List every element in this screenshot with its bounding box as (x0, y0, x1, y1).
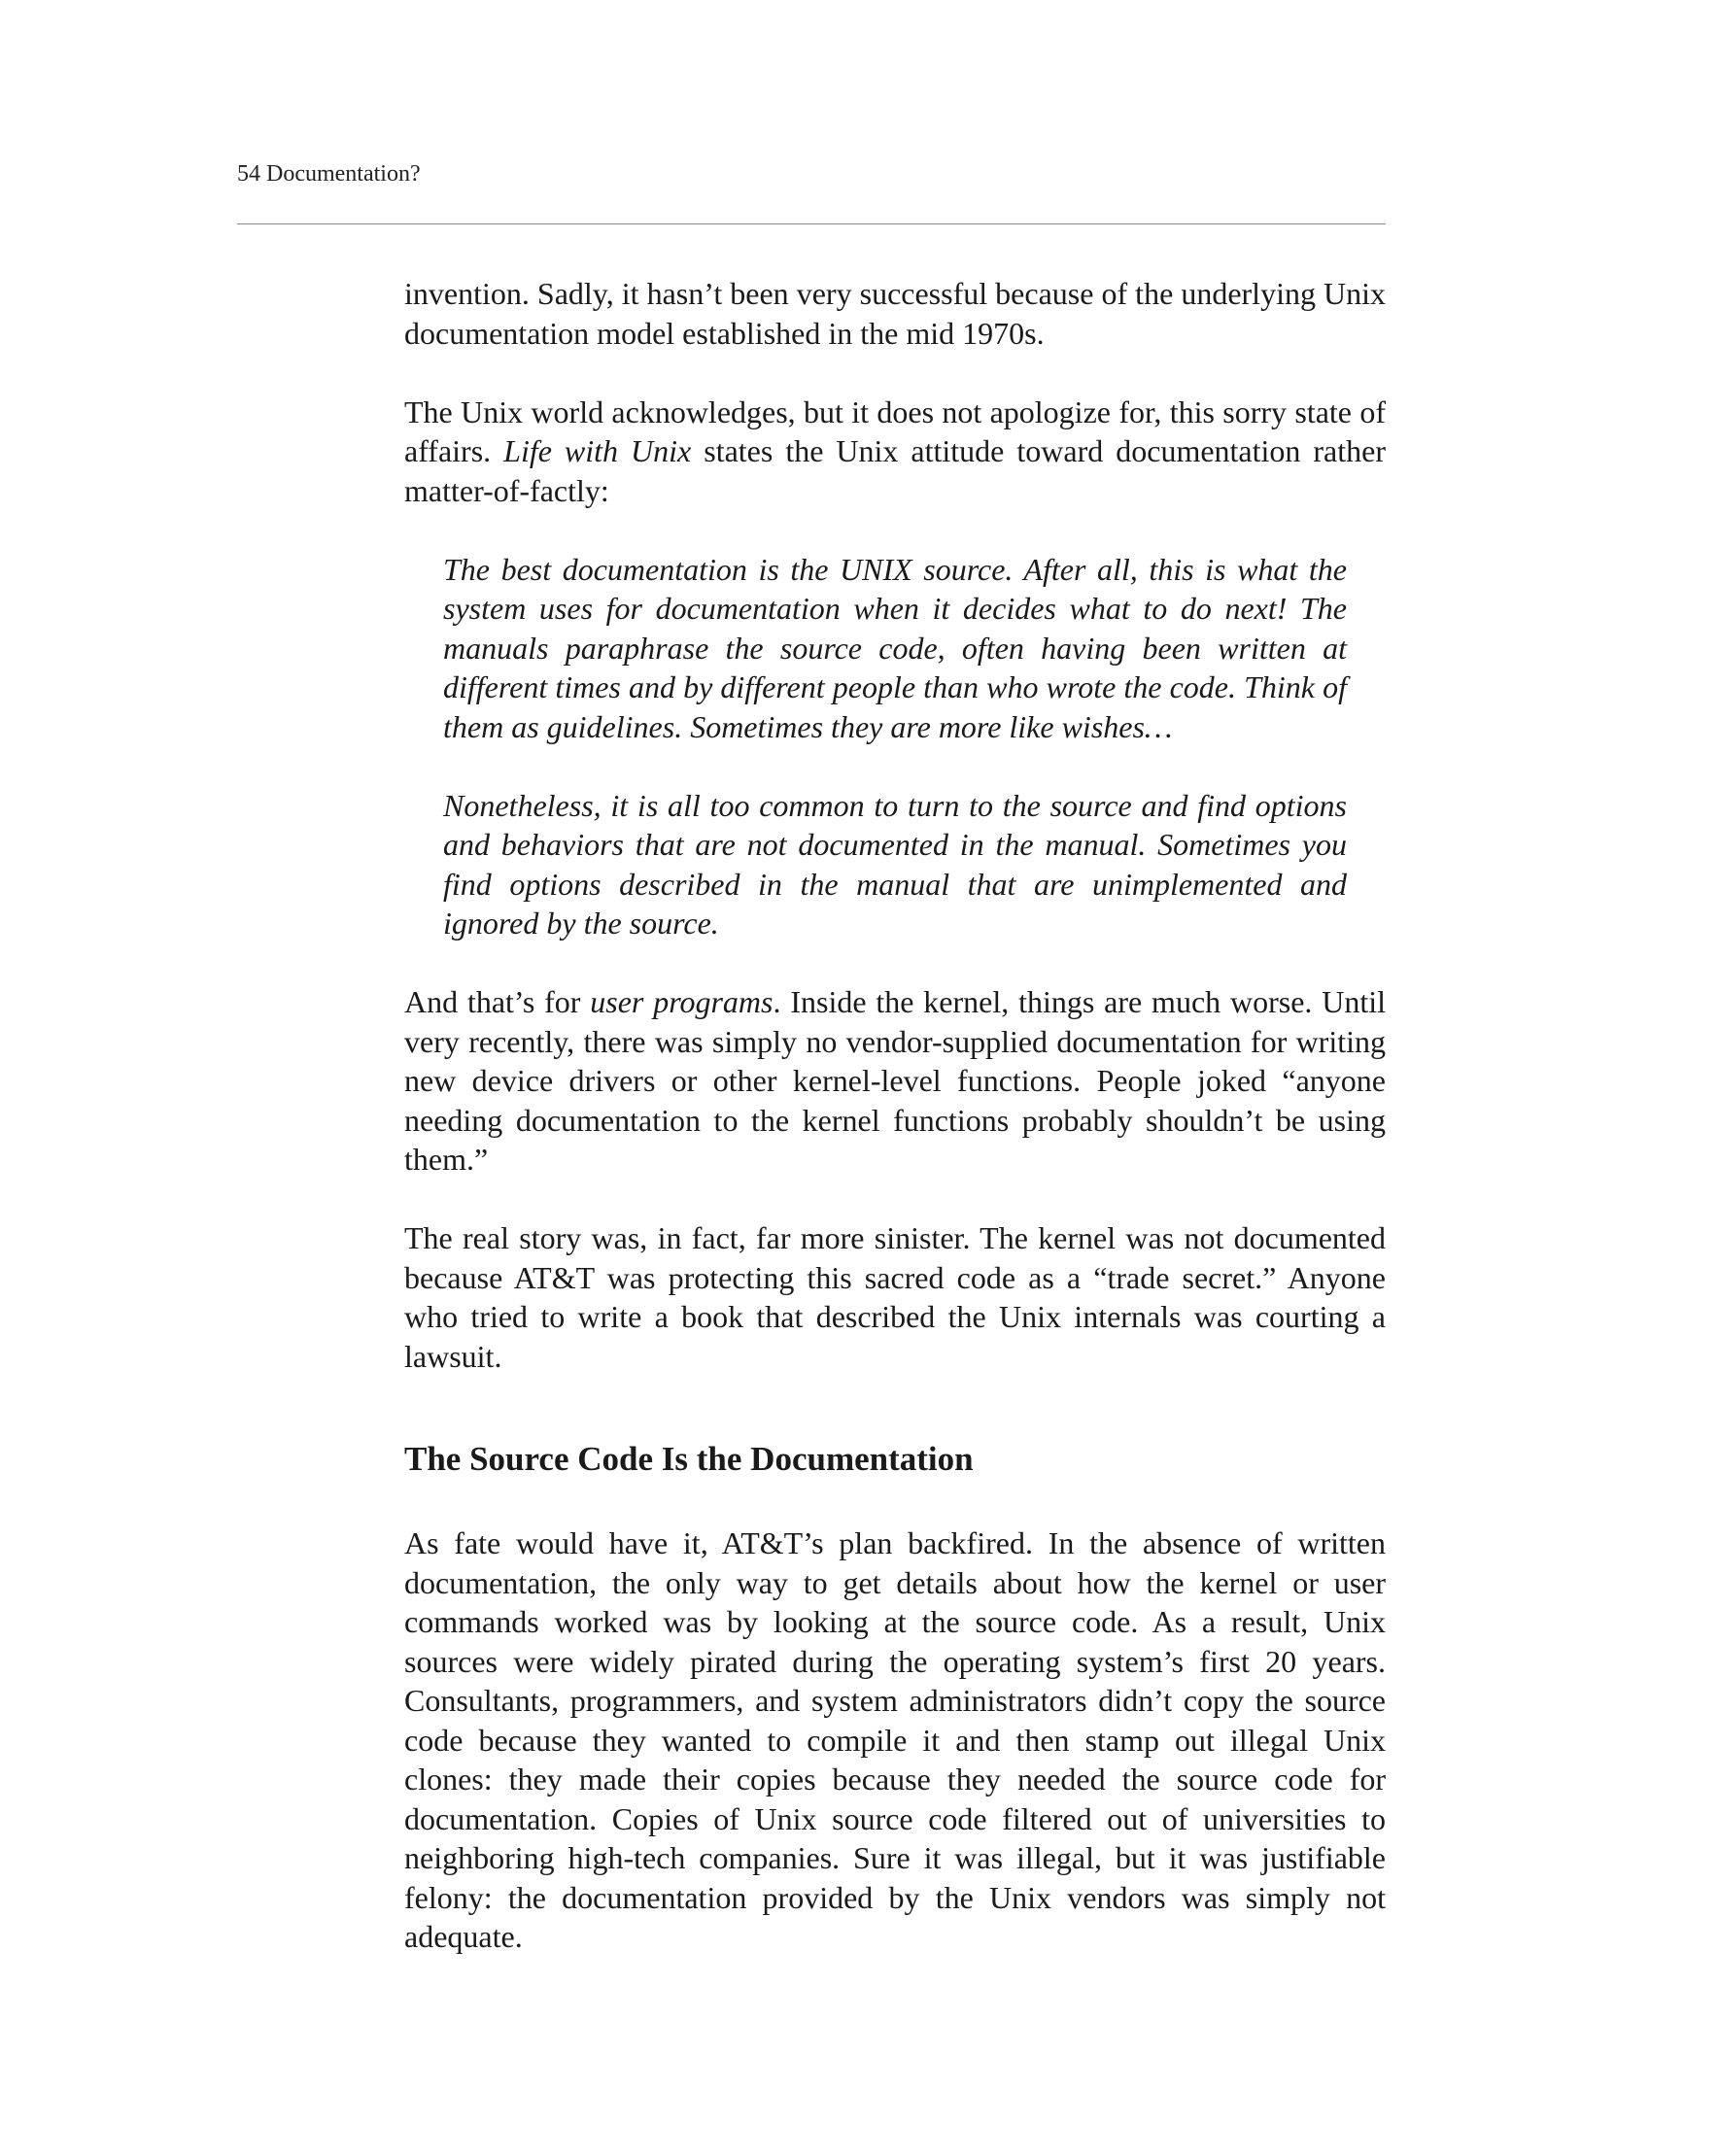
page-number: 54 (237, 161, 260, 187)
paragraph-unix-world-text-a: The Unix world acknowledges, but it does not apologize for, this sorry state of affairs. (404, 394, 1386, 468)
quote-paragraph-1: The best documentation is the UNIX source. After all, this is what the system uses for documentation when it decides what to do next! The manuals paraphrase the source code, often having been written at different times and by different people than who wrote the code. Think of them as guidelines. Sometimes they are more like wishes… (443, 551, 1347, 744)
paragraph-user-programs-text-b: . Inside the kernel, things are much worse. Until very recently, there was simply no vendor-supplied documentation for writing new device drivers or other kernel-level functions. People joked “anyone needing documentation to the kernel functions probably shouldn’t be using them.” (404, 984, 1387, 1177)
paragraph-unix-world (404, 393, 1386, 511)
paragraph-unix-world-text-b: states the Unix attitude toward documentation rather matter-of-factly: (404, 433, 1387, 508)
running-head (237, 159, 421, 188)
book-title-life-with-unix: Life with Unix (503, 433, 692, 468)
paragraph-user-programs (404, 982, 1386, 1180)
paragraph-fate: As fate would have it, AT&T’s plan backfired. In the absence of written documentation, the only way to get details about how the kernel or user commands worked was by looking at the source code. As a result, Unix sources were widely pirated during the operating system’s first 20 years. Consultants, programmers, and system administrators didn’t copy the source code because they wanted to compile it and then stamp out illegal Unix clones: they made their copies because they needed the source code for documentation. Copies of Unix source code filtered out of universities to neighboring high-tech companies. Sure it was illegal, but it was justifiable felony: the documentation provided by the Unix vendors was simply not adequate. (404, 1525, 1386, 1954)
chapter-title: Documentation? (266, 161, 421, 187)
block-quote (443, 550, 1347, 943)
quote-paragraph-2: Nonetheless, it is all too common to turn to the source and find options and behaviors that are not documented in the manual. Sometimes you find options described in the manual that are unimplemented and ignored by the source. (443, 787, 1347, 941)
paragraph-invention: invention. Sadly, it hasn’t been very successful because of the underlying Unix documentation model established in the mid 1970s. (404, 276, 1386, 351)
body-column (404, 274, 1386, 1996)
paragraph-real-story: The real story was, in fact, far more sinister. The kernel was not documented because AT&T was protecting this sacred code as a “trade secret.” Anyone who tried to write a book that described the Unix internals was courting a lawsuit. (404, 1220, 1386, 1374)
emphasis-user-programs: user programs (590, 984, 774, 1019)
paragraph-user-programs-text-a: And that’s for (404, 984, 591, 1019)
section-heading: The Source Code Is the Documentation (404, 1440, 974, 1478)
header-rule (237, 223, 1386, 224)
